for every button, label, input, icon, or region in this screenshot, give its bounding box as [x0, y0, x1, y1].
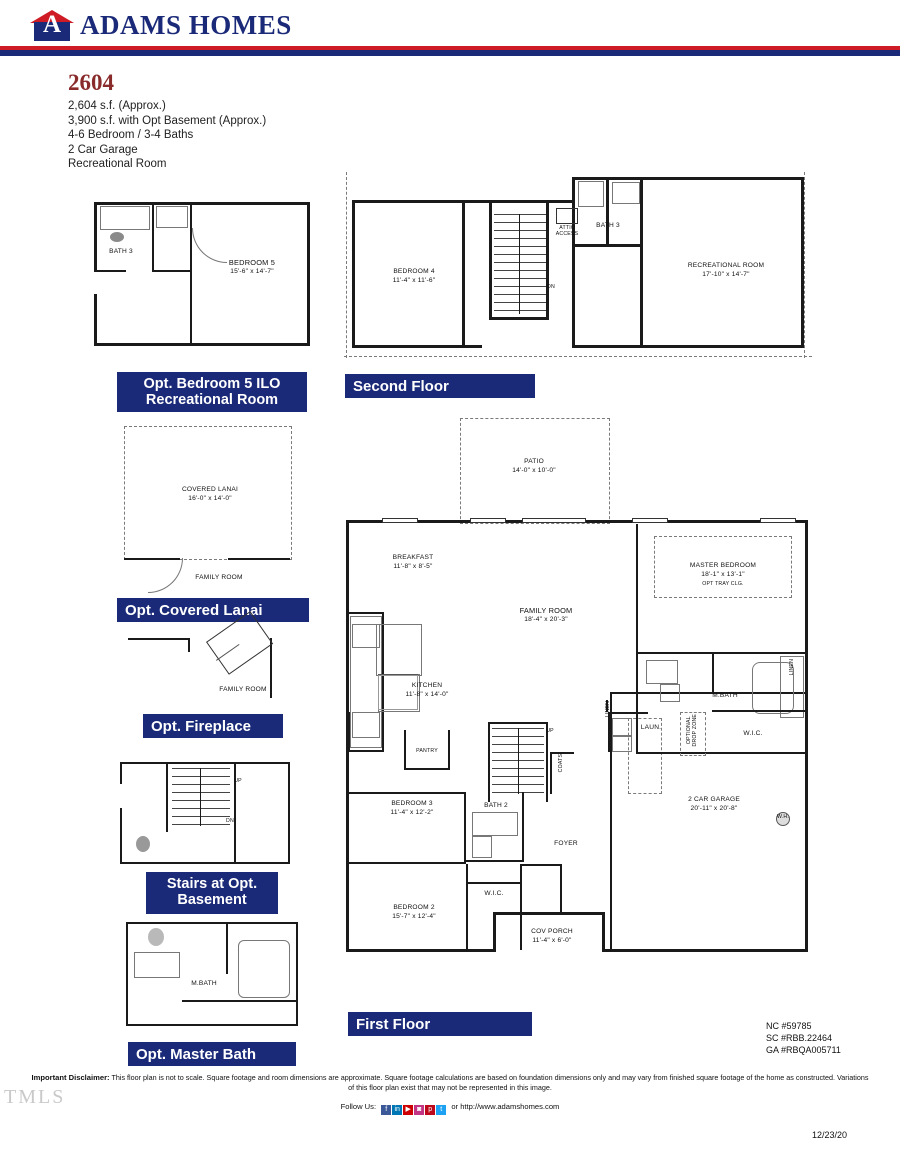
spec-line: 4-6 Bedroom / 3-4 Baths — [68, 129, 194, 142]
note-water-heater: W.H. — [776, 814, 790, 820]
plan-number: 2604 — [68, 70, 114, 95]
note-linen: LINEN — [604, 700, 611, 718]
license-code: NC #59785 — [766, 1021, 812, 1031]
plan-opt-fireplace — [120, 630, 310, 710]
room-label-laundry: LAUN. — [640, 724, 662, 731]
caption-second-floor: Second Floor — [345, 374, 535, 398]
plan-opt-bedroom-5 — [88, 198, 310, 358]
room-label-bath3-second: BATH 3 — [596, 222, 620, 229]
social-icons[interactable] — [381, 1105, 446, 1115]
room-label-cov-porch: COV PORCH — [531, 928, 573, 935]
room-label-master-bath: M.BATH — [712, 692, 738, 699]
room-dims-bedroom4: 11'-4" x 11'-6" — [392, 277, 436, 284]
room-dims-covered-lanai: 16'-0" x 14'-0" — [188, 495, 232, 502]
adams-homes-logo — [30, 8, 292, 42]
linkedin-icon[interactable]: in — [392, 1105, 402, 1115]
plan-opt-master-bath — [122, 918, 302, 1036]
note-dn: DN — [547, 284, 555, 290]
note-dn: DN — [226, 818, 234, 824]
follow-us — [0, 1102, 900, 1115]
room-dims-master-bedroom: 18'-1" x 13'-1" — [701, 571, 745, 578]
room-dims-kitchen: 11'-8" x 14'-0" — [405, 691, 449, 698]
room-label-wic-master: W.I.C. — [743, 730, 763, 737]
instagram-icon[interactable]: ◙ — [414, 1105, 424, 1115]
brand-header — [0, 0, 900, 56]
room-dims-garage: 20'-11" x 20'-8" — [690, 805, 738, 812]
caption-line-2: Recreational Room — [145, 392, 279, 408]
youtube-icon[interactable]: ▶ — [403, 1105, 413, 1115]
room-label-master-bedroom: MASTER BEDROOM — [689, 562, 757, 569]
caption-line-1: Stairs at Opt. — [166, 876, 258, 892]
logo-letter: A — [42, 11, 62, 38]
room-dims-bedroom5: 15'-6" x 14'-7" — [230, 268, 274, 275]
follow-url[interactable]: or http://www.adamshomes.com — [451, 1102, 560, 1111]
caption-stairs-opt-basement — [146, 872, 278, 914]
room-dims-bedroom2: 15'-7" x 12'-4" — [392, 913, 436, 920]
note-drop-zone: OPTIONAL DROP ZONE — [685, 713, 698, 747]
spec-line: Recreational Room — [68, 158, 167, 171]
room-dims-recreational: 17'-10" x 14'-7" — [702, 271, 750, 278]
revision-date: 12/23/20 — [812, 1130, 848, 1140]
disclaimer-label: Important Disclaimer: — [31, 1073, 110, 1082]
room-label-family-room: FAMILY ROOM — [519, 606, 573, 615]
room-dims-bedroom3: 11'-4" x 12'-2" — [390, 809, 434, 816]
room-label-bedroom2: BEDROOM 2 — [393, 904, 435, 911]
note-up-first: UP — [546, 728, 554, 734]
license-codes — [766, 1020, 841, 1056]
facebook-icon[interactable]: f — [381, 1105, 391, 1115]
plan-stairs-opt-basement — [118, 752, 294, 870]
room-label-patio: PATIO — [524, 458, 544, 465]
plan-second-floor — [344, 172, 814, 362]
caption-first-floor: First Floor — [348, 1012, 532, 1036]
room-label-kitchen: KITCHEN — [411, 682, 443, 689]
spec-line: 2 Car Garage — [68, 143, 138, 156]
room-dims-breakfast: 11'-8" x 8'-5" — [393, 563, 433, 570]
disclaimer-text: This floor plan is not to scale. Square footage and room dimensions are approximate. Square footage calculations are based on foundation dimensions only and may vary from finished square footage of the home as constructed. Variations of this floor plan exist that may not be represented in this image. — [111, 1073, 869, 1092]
house-logo-icon — [30, 8, 74, 42]
room-label-covered-lanai: COVERED LANAI — [181, 486, 239, 493]
room-label-family-room-lanai: FAMILY ROOM — [195, 574, 243, 581]
caption-opt-covered-lanai: Opt. Covered Lanai — [117, 598, 309, 622]
room-label-bath2: BATH 2 — [484, 802, 508, 809]
room-label-bedroom3: BEDROOM 3 — [391, 800, 433, 807]
room-label-garage: 2 CAR GARAGE — [688, 796, 740, 803]
stair-run — [494, 214, 546, 314]
plan-first-floor — [340, 412, 820, 1012]
note-opt-tray-clg: OPT TRAY CLG. — [702, 581, 744, 587]
room-dims-family-room: 18'-4" x 20'-3" — [524, 616, 568, 623]
caption-line-1: Opt. Bedroom 5 ILO — [143, 376, 281, 392]
room-label-bath3: BATH 3 — [109, 248, 133, 255]
brand-name: ADAMS HOMES — [80, 9, 292, 40]
plan-opt-covered-lanai — [120, 424, 320, 592]
room-label-wic-bed2: W.I.C. — [484, 890, 504, 897]
caption-opt-bedroom-5 — [117, 372, 307, 412]
follow-label: Follow Us: — [340, 1102, 377, 1111]
watermark: TMLS — [4, 1086, 66, 1108]
room-label-bedroom5: BEDROOM 5 — [228, 258, 276, 267]
twitter-icon[interactable]: t — [436, 1105, 446, 1115]
note-coats: COATS — [557, 753, 564, 773]
blue-rule — [0, 50, 900, 56]
spec-line: 3,900 s.f. with Opt Basement (Approx.) — [68, 114, 267, 127]
disclaimer — [30, 1073, 870, 1092]
note-attic-access: ATTIC ACCESS — [555, 225, 579, 238]
license-code: GA #RBQA005711 — [766, 1045, 841, 1055]
room-label-breakfast: BREAKFAST — [392, 554, 434, 561]
room-label-recreational: RECREATIONAL ROOM — [687, 262, 765, 269]
caption-opt-fireplace: Opt. Fireplace — [143, 714, 283, 738]
license-code: SC #RBB.22464 — [766, 1033, 833, 1043]
note-up: UP — [234, 778, 242, 784]
pinterest-icon[interactable]: p — [425, 1105, 435, 1115]
caption-opt-master-bath: Opt. Master Bath — [128, 1042, 296, 1066]
room-label-family-room-fireplace: FAMILY ROOM — [219, 686, 267, 693]
room-label-master-bath-opt: M.BATH — [191, 980, 217, 987]
plan-specs — [68, 99, 266, 172]
caption-line-2: Basement — [177, 892, 247, 908]
note-pantry: PANTRY — [416, 748, 438, 754]
spec-line: 2,604 s.f. (Approx.) — [68, 100, 166, 112]
room-dims-patio: 14'-0" x 10'-0" — [512, 467, 556, 474]
room-label-foyer: FOYER — [554, 840, 578, 847]
room-label-bedroom4: BEDROOM 4 — [393, 268, 435, 275]
room-dims-cov-porch: 11'-4" x 6'-0" — [532, 937, 572, 944]
note-linen-master: LINEN — [788, 658, 795, 676]
